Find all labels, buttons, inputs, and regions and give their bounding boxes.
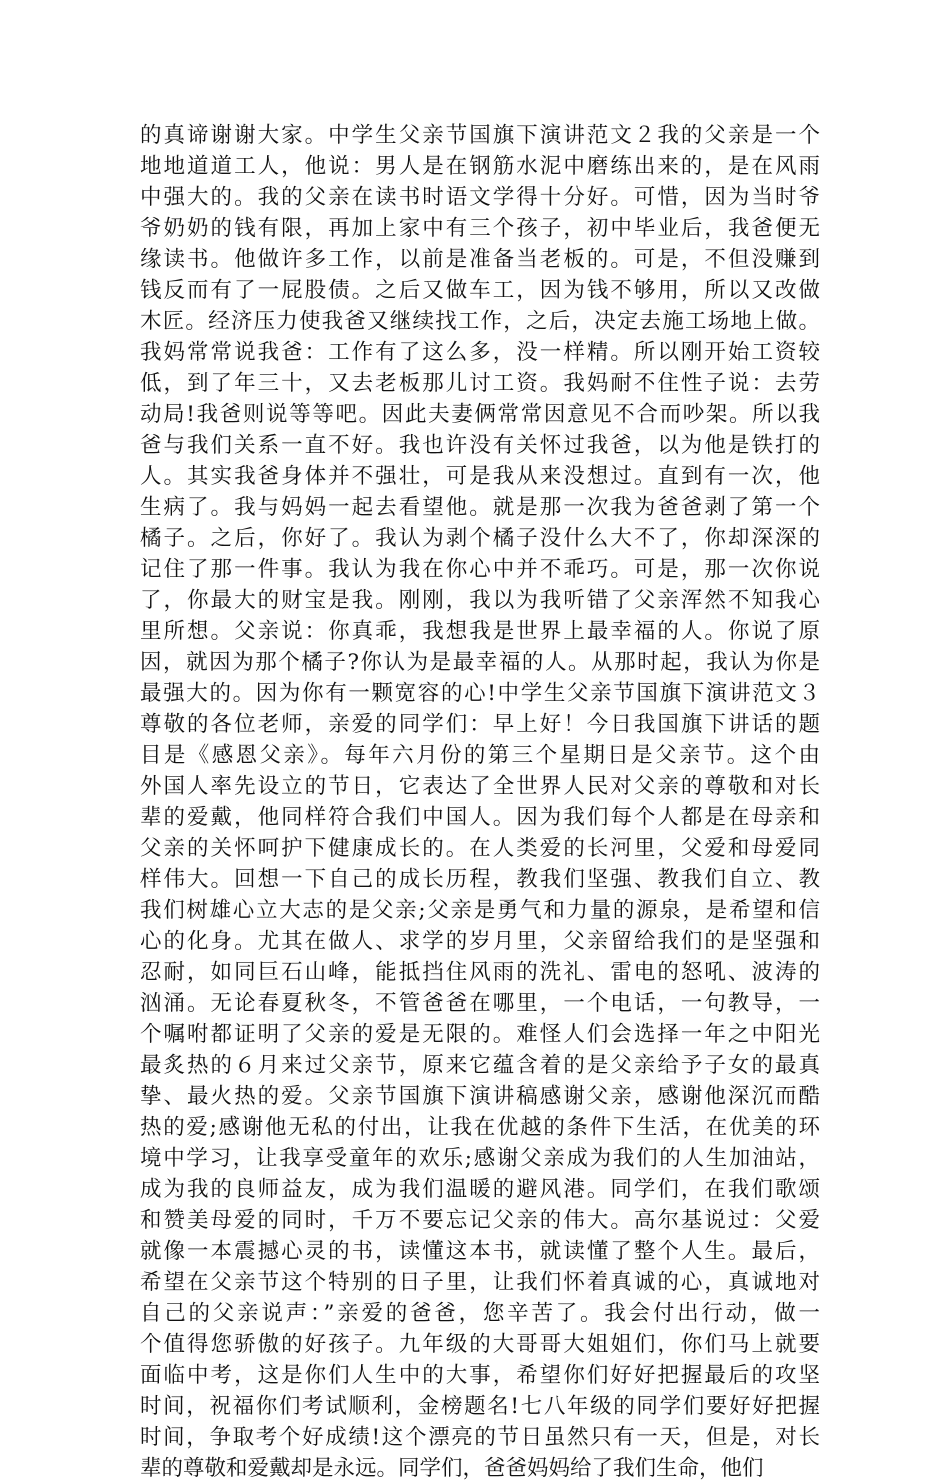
text-line: 个值得您骄傲的好孩子。九年级的大哥哥大姐姐们，你们马上就要 xyxy=(140,1332,820,1357)
text-line: 自己的父亲说声：”亲爱的爸爸，您辛苦了。我会付出行动，做一 xyxy=(140,1301,820,1326)
text-line: 希望在父亲节这个特别的日子里，让我们怀着真诚的心，真诚地对 xyxy=(140,1270,820,1295)
text-line: 成为我的良师益友，成为我们温暖的避风港。同学们，在我们歌颂 xyxy=(140,1177,820,1202)
text-line: 汹涌。无论春夏秋冬，不管爸爸在哪里，一个电话，一句教导，一 xyxy=(140,991,820,1016)
text-line: 辈的尊敬和爱戴却是永远。同学们，爸爸妈妈给了我们生命，他们 xyxy=(140,1456,764,1481)
text-line: 热的爱;感谢他无私的付出，让我在优越的条件下生活，在优美的环 xyxy=(140,1115,820,1140)
text-line: 我们树雄心立大志的是父亲;父亲是勇气和力量的源泉，是希望和信 xyxy=(140,898,820,923)
text-line: 因，就因为那个橘子?你认为是最幸福的人。从那时起，我认为你是 xyxy=(140,650,820,675)
text-line: 记住了那一件事。我认为我在你心中并不乖巧。可是，那一次你说 xyxy=(140,557,820,582)
text-line: 尊敬的各位老师，亲爱的同学们：早上好！今日我国旗下讲话的题 xyxy=(140,712,820,737)
text-line: 最强大的。因为你有一颗宽容的心!中学生父亲节国旗下演讲范文３ xyxy=(140,681,820,706)
text-line: 就像一本震撼心灵的书，读懂这本书，就读懂了整个人生。最后， xyxy=(140,1239,820,1264)
text-line: 样伟大。回想一下自己的成长历程，教我们坚强、教我们自立、教 xyxy=(140,867,820,892)
text-line: 低，到了年三十，又去老板那儿讨工资。我妈耐不住性子说：去劳 xyxy=(140,371,820,396)
text-line: 人。其实我爸身体并不强壮，可是我从来没想过。直到有一次，他 xyxy=(140,464,820,489)
text-line: 里所想。父亲说：你真乖，我想我是世界上最幸福的人。你说了原 xyxy=(140,619,820,644)
text-line: 地地道道工人，他说：男人是在钢筋水泥中磨练出来的，是在风雨 xyxy=(140,154,820,179)
text-line: 目是《感恩父亲》。每年六月份的第三个星期日是父亲节。这个由 xyxy=(140,743,820,768)
text-line: 钱反而有了一屁股债。之后又做车工，因为钱不够用，所以又改做 xyxy=(140,278,820,303)
text-line: 缘读书。他做许多工作，以前是准备当老板的。可是，不但没赚到 xyxy=(140,247,820,272)
text-line: 和赞美母爱的同时，千万不要忘记父亲的伟大。高尔基说过：父爱 xyxy=(140,1208,820,1233)
text-line: 橘子。之后，你好了。我认为剥个橘子没什么大不了，你却深深的 xyxy=(140,526,820,551)
text-line: 父亲的关怀呵护下健康成长的。在人类爱的长河里，父爱和母爱同 xyxy=(140,836,820,861)
text-line: 境中学习，让我享受童年的欢乐;感谢父亲成为我们的人生加油站， xyxy=(140,1146,820,1171)
text-line: 生病了。我与妈妈一起去看望他。就是那一次我为爸爸剥了第一个 xyxy=(140,495,820,520)
text-line: 时间，争取考个好成绩!这个漂亮的节日虽然只有一天，但是，对长 xyxy=(140,1425,820,1450)
text-line: 面临中考，这是你们人生中的大事，希望你们好好把握最后的攻坚 xyxy=(140,1363,820,1388)
text-line: 我妈常常说我爸：工作有了这么多，没一样精。所以刚开始工资较 xyxy=(140,340,820,365)
text-line: 忍耐，如同巨石山峰，能抵挡住风雨的洗礼、雷电的怒吼、波涛的 xyxy=(140,960,820,985)
text-line: 辈的爱戴，他同样符合我们中国人。因为我们每个人都是在母亲和 xyxy=(140,805,820,830)
text-line: 动局!我爸则说等等吧。因此夫妻俩常常因意见不合而吵架。所以我 xyxy=(140,402,820,427)
text-line: 个嘱咐都证明了父亲的爱是无限的。难怪人们会选择一年之中阳光 xyxy=(140,1022,820,1047)
text-line: 木匠。经济压力使我爸又继续找工作，之后，决定去施工场地上做。 xyxy=(140,309,820,334)
text-line: 外国人率先设立的节日，它表达了全世界人民对父亲的尊敬和对长 xyxy=(140,774,820,799)
text-line: 爷奶奶的钱有限，再加上家中有三个孩子，初中毕业后，我爸便无 xyxy=(140,216,820,241)
text-line: 了，你最大的财宝是我。刚刚，我以为我听错了父亲浑然不知我心 xyxy=(140,588,820,613)
text-line: 爸与我们关系一直不好。我也许没有关怀过我爸，以为他是铁打的 xyxy=(140,433,820,458)
text-line: 时间，祝福你们考试顺利，金榜题名!七八年级的同学们要好好把握 xyxy=(140,1394,820,1419)
text-line: 的真谛谢谢大家。中学生父亲节国旗下演讲范文２我的父亲是一个 xyxy=(140,123,820,148)
body-text xyxy=(140,120,820,1484)
text-line: 心的化身。尤其在做人、求学的岁月里，父亲留给我们的是坚强和 xyxy=(140,929,820,954)
text-line: 最炙热的６月来过父亲节，原来它蕴含着的是父亲给予子女的最真 xyxy=(140,1053,820,1078)
text-line: 中强大的。我的父亲在读书时语文学得十分好。可惜，因为当时爷 xyxy=(140,185,820,210)
text-line: 挚、最火热的爱。父亲节国旗下演讲稿感谢父亲，感谢他深沉而酷 xyxy=(140,1084,820,1109)
